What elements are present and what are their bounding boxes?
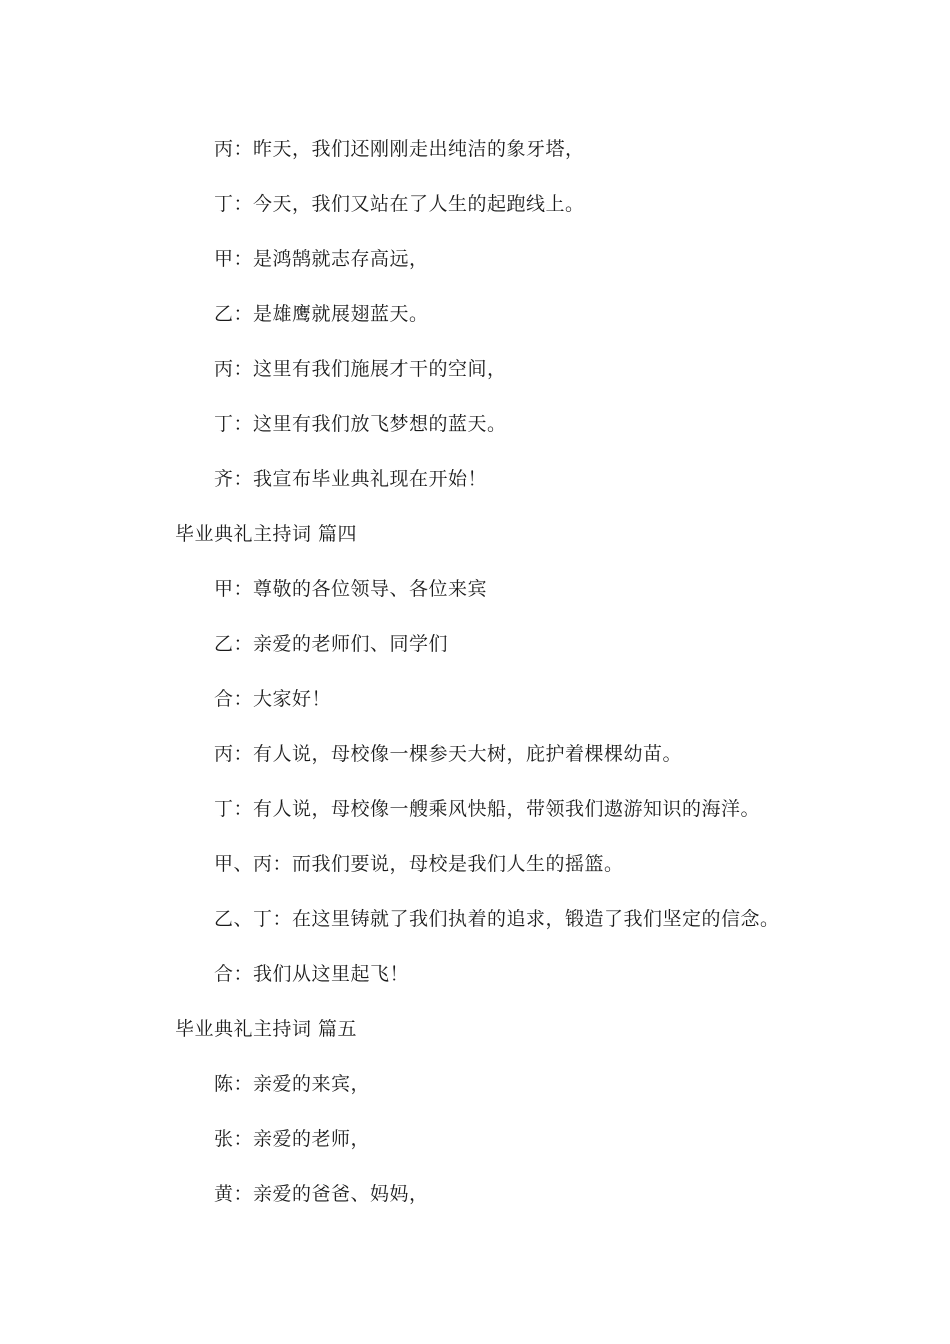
dialogue-line: 甲、丙：而我们要说，母校是我们人生的摇篮。 xyxy=(214,853,624,875)
dialogue-line: 丙：这里有我们施展才干的空间， xyxy=(214,358,507,380)
dialogue-line: 合：我们从这里起飞！ xyxy=(214,963,410,985)
dialogue-line: 丁：这里有我们放飞梦想的蓝天。 xyxy=(214,413,507,435)
dialogue-line: 黄：亲爱的爸爸、妈妈， xyxy=(214,1183,429,1205)
dialogue-line: 丙：昨天，我们还刚刚走出纯洁的象牙塔， xyxy=(214,138,585,160)
dialogue-line: 合：大家好！ xyxy=(214,688,332,710)
section-heading: 毕业典礼主持词 篇五 xyxy=(175,1018,358,1040)
dialogue-line: 丁：今天，我们又站在了人生的起跑线上。 xyxy=(214,193,585,215)
dialogue-line: 甲：尊敬的各位领导、各位来宾 xyxy=(214,578,488,600)
dialogue-line: 乙、丁：在这里铸就了我们执着的追求，锻造了我们坚定的信念。 xyxy=(214,908,780,930)
dialogue-line: 乙：是雄鹰就展翅蓝天。 xyxy=(214,303,429,325)
dialogue-line: 丁：有人说，母校像一艘乘风快船，带领我们遨游知识的海洋。 xyxy=(214,798,761,820)
dialogue-line: 甲：是鸿鹄就志存高远， xyxy=(214,248,429,270)
dialogue-line: 齐：我宣布毕业典礼现在开始！ xyxy=(214,468,488,490)
dialogue-line: 丙：有人说，母校像一棵参天大树，庇护着棵棵幼苗。 xyxy=(214,743,683,765)
dialogue-line: 乙：亲爱的老师们、同学们 xyxy=(214,633,449,655)
section-heading: 毕业典礼主持词 篇四 xyxy=(175,523,358,545)
dialogue-line: 陈：亲爱的来宾， xyxy=(214,1073,371,1095)
dialogue-line: 张：亲爱的老师， xyxy=(214,1128,371,1150)
